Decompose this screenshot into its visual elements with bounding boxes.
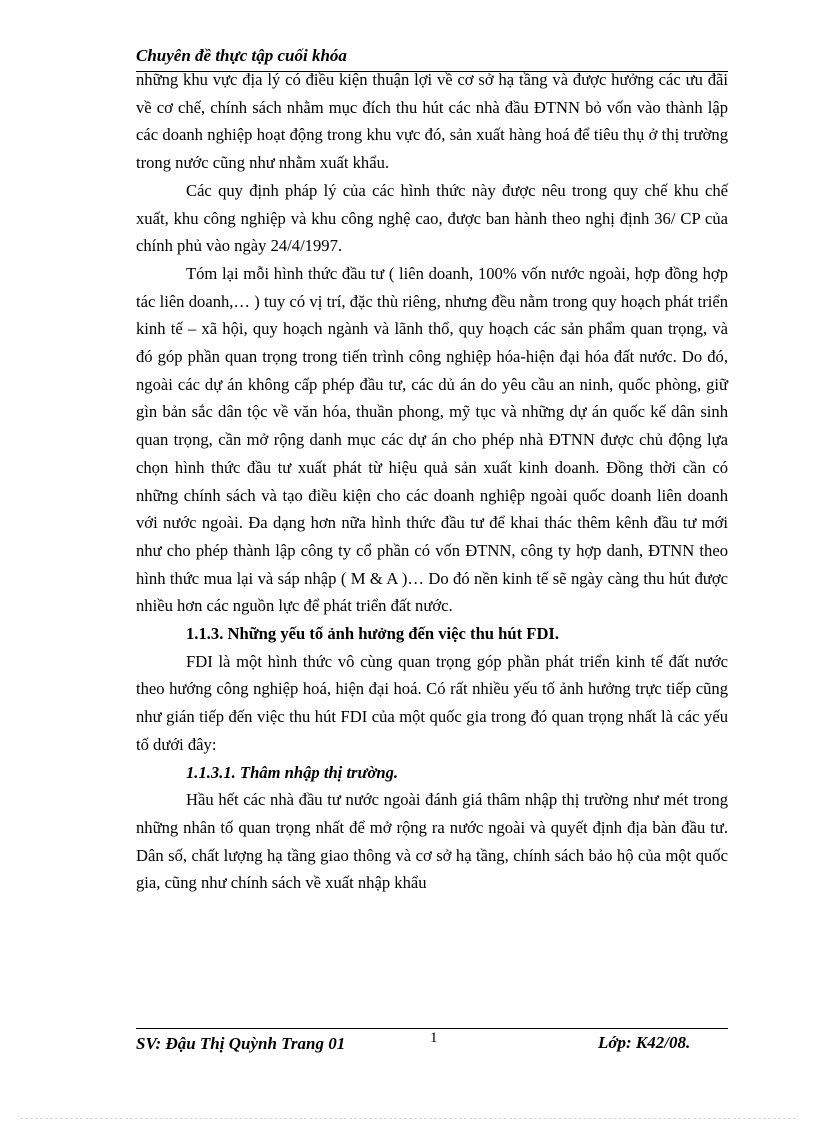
footer-class: Lớp: K42/08. [598, 1033, 691, 1052]
paragraph-market-access: Hầu hết các nhà đầu tư nước ngoài đánh giá thâm nhập thị trường như mét trong những nhân tố quan trọng nhất để mở rộng ra nước ngoài và quyết định địa bàn đầu tư. Dân số, chất lượng hạ tầng giao thông và cơ sở hạ tầng, chính sách bảo hộ của một quốc gia, cũng như chính sách về xuất nhập khẩu [136, 790, 728, 893]
footer-student-name: SV: Đậu Thị Quỳnh Trang 01 [136, 1034, 346, 1053]
footer-divider [136, 1028, 728, 1029]
paragraph-summary: Tóm lại mỗi hình thức đầu tư ( liên doanh, 100% vốn nước ngoài, hợp đồng hợp tác liên doanh,… ) tuy có vị trí, đặc thù riêng, nhưng đều nằm trong quy hoạch phát triển kinh tế – xã hội, quy hoạch ngành và lãnh thổ, quy hoạch các sản phẩm quan trọng, và đó góp phần quan trọng trong tiến trình công nghiệp hóa-hiện đại hóa đất nước. Do đó, ngoài các dự án không cấp phép đầu tư, các dủ án do yêu cầu an ninh, quốc phòng, giữ gìn bản sắc dân tộc về văn hóa, thuần phong, mỹ tục và những dự án quốc kế dân sinh quan trọng, cần mở rộng danh mục các dự án cho phép nhà ĐTNN được chủ động lựa chọn hình thức đầu tư xuất phát từ hiệu quả sản xuất kinh doanh. Đồng thời cần có những chính sách và tạo điều kiện cho các doanh nghiệp ngoài quốc doanh liên doanh với nước ngoài. Đa dạng hơn nữa hình thức đầu tư để khai thác thêm kênh đầu tư mới như cho phép thành lập công ty cổ phần có vốn ĐTNN, công ty hợp danh, ĐTNN theo hình thức mua lại và sáp nhập ( M & A )… Do đó nền kinh tế sẽ ngày càng thu hút được nhiều hơn các nguồn lực để phát triển đất nước. [136, 263, 728, 616]
section-heading-1-1-3: 1.1.3. Những yếu tố ảnh hưởng đến việc thu hút FDI. [186, 624, 560, 644]
page-bottom-edge [20, 1118, 796, 1119]
document-body [136, 66, 728, 897]
header-title: Chuyên đề thực tập cuối khóa [136, 46, 347, 65]
paragraph-continuation: những khu vực địa lý có điều kiện thuận lợi về cơ sở hạ tầng và được hưởng các ưu đãi về cơ chế, chính sách nhằm mục đích thu hút các nhà đầu ĐTNN bỏ vốn vào thành lập các doanh nghiệp hoạt động trong khu vực đó, sản xuất hàng hoá để tiêu thụ ở thị trường trong nước cũng như nhằm xuất khẩu. [136, 70, 728, 173]
subsection-heading-1-1-3-1: 1.1.3.1. Thâm nhập thị trường. [186, 762, 399, 782]
paragraph-legal-regulations: Các quy định pháp lý của các hình thức này được nêu trong quy chế khu chế xuất, khu công nghiệp và khu công nghệ cao, được ban hành theo nghị định 36/ CP của chính phủ vào ngày 24/4/1997. [136, 180, 728, 256]
paragraph-fdi-factors: FDI là một hình thức vô cùng quan trọng góp phần phát triển kinh tế đất nước theo hướng công nghiệp hoá, hiện đại hoá. Có rất nhiều yếu tố ảnh hưởng trực tiếp cũng như gián tiếp đến việc thu hút FDI của một quốc gia trong đó quan trọng nhất là các yếu tố dưới đây: [136, 651, 728, 754]
page-number: 1 [430, 1030, 438, 1046]
